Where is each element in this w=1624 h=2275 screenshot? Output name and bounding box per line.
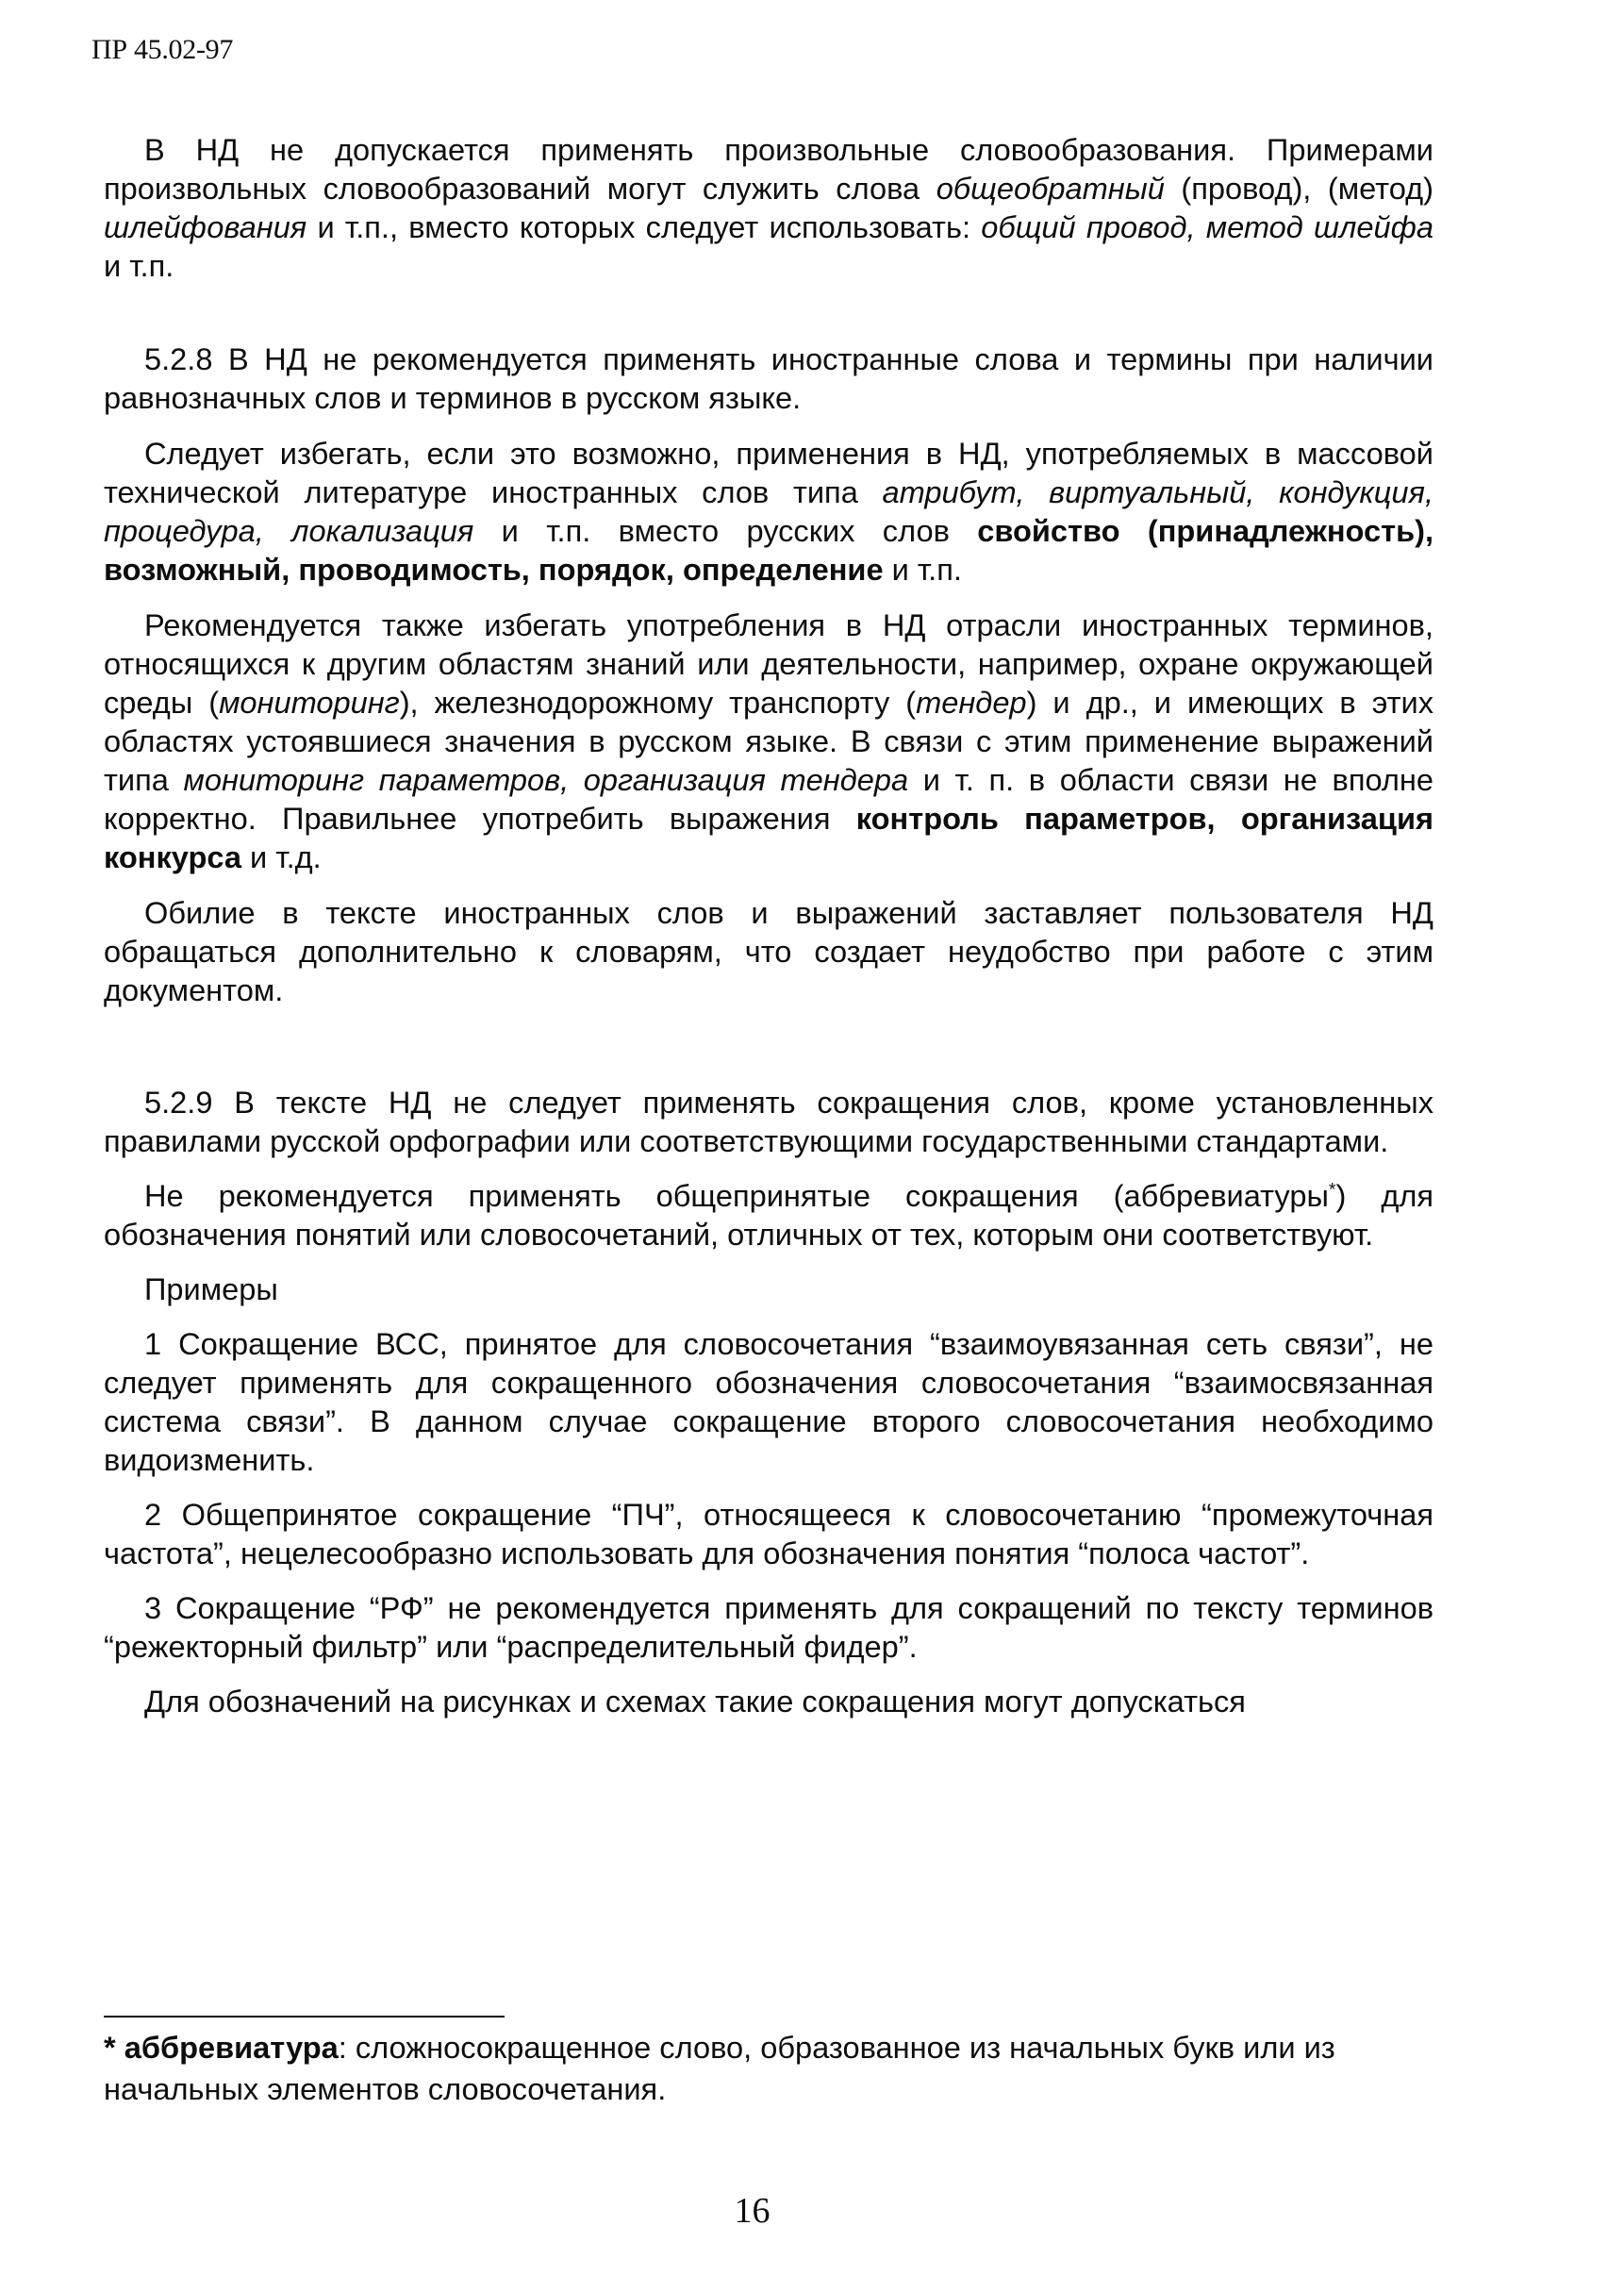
clause-5-2-9 [104,1083,1433,1160]
text-run: и т.п., вместо которых следует использовать: [307,209,982,244]
text-run: ) и др., и имеющих в этих областях устоявшиеся значения в русском языке. В связи с этим применение выражений типа [104,685,1434,797]
text-run: 3 Сокращение “РФ” не рекомендуется применять для сокращений по тексту терминов “режекторный фильтр” или “распределительный фидер”. [104,1590,1433,1664]
text-run: и т. п. в области связи не вполне корректно. Правильнее употребить выражения [104,762,1433,836]
example-1 [104,1324,1433,1479]
paragraph-word-formation [104,130,1433,285]
examples-heading [104,1270,1433,1308]
body-text [104,130,1433,1720]
paragraph-figures-note [104,1682,1433,1720]
paragraph-abundance [104,893,1433,1009]
text-run: 2 Общепринятое сокращение “ПЧ”, относящееся к словосочетанию “промежуточная частота”, нецелесообразно использовать для обозначения понятия “полоса частот”. [104,1497,1433,1570]
text-run: 5.2.8 В НД не рекомендуется применять иностранные слова и термины при наличии равнозначных слов и терминов в русском языке. [104,341,1433,415]
text-run: В НД не допускается применять произвольные словообразования. Примерами произвольных словообразований могут служить слова [104,132,1433,206]
footnote-text: : сложносокращенное слово, образованное из начальных букв или из начальных элементов словосочетания. [104,2030,1335,2106]
text-run: и т.п. [104,248,174,283]
clause-5-2-8 [104,340,1433,417]
footnote [104,2027,1433,2110]
text-run: Примеры [144,1271,278,1306]
text-run: 5.2.9 В тексте НД не следует применять сокращения слов, кроме установленных правилами русской орфографии или соответствующими государственными стандартами. [104,1085,1433,1158]
text-run: и т.п. [883,552,962,587]
italic-term: общеобратный [936,171,1165,206]
paragraph-foreign-terms [104,606,1433,876]
page-number: 16 [734,2191,771,2231]
text-run: 1 Сокращение ВСС, принятое для словосочетания “взаимоувязанная сеть связи”, не следует применять для сокращенного обозначения словосочетания “взаимосвязанная система связи”. В данном случае сокращение второго словосочетания необходимо видоизменить. [104,1326,1433,1477]
document-code-header: ПР 45.02-97 [91,34,234,65]
text-run: Следует избегать, если это возможно, применения в НД, употребляемых в массовой технической литературе иностранных слов типа [104,436,1433,509]
italic-term: тендер [916,685,1027,720]
footnote-separator [104,2016,505,2018]
text-run: Не рекомендуется применять общепринятые сокращения (аббревиатуры [144,1178,1329,1213]
italic-term: общий провод, метод шлейфа [981,209,1433,244]
text-run: ) для обозначения понятий или словосочетаний, отличных от тех, которым они соответствуют. [104,1178,1433,1252]
text-run: и т.п. вместо русских слов [473,513,978,548]
bold-term: контроль параметров, организация конкурса [104,801,1433,874]
text-run: ), железнодорожному транспорту ( [399,685,917,720]
text-run: Рекомендуется также избегать употребления в НД отрасли иностранных терминов, относящихся к другим областям знаний или деятельности, например, охране окружающей среды ( [104,607,1433,720]
example-3 [104,1588,1433,1666]
example-2 [104,1495,1433,1572]
italic-term: мониторинг [219,685,400,720]
footnote-marker: * [104,2030,116,2065]
bold-term: свойство (принадлежность), возможный, проводимость, порядок, определение [104,513,1433,587]
italic-term: атрибут, виртуальный, кондукция, процедура, локализация [104,474,1434,548]
footnote-term: аббревиатура [124,2030,339,2065]
text-run: Для обозначений на рисунках и схемах такие сокращения могут допускаться [144,1684,1246,1719]
footnote-marker: * [1328,1179,1336,1201]
text-run: Обилие в тексте иностранных слов и выражений заставляет пользователя НД обращаться дополнительно к словарям, что создает неудобство при работе с этим документом. [104,895,1433,1007]
italic-term: шлейфования [104,209,307,244]
paragraph-foreign-words [104,434,1433,589]
text-run: и т.д. [240,839,322,874]
italic-term: мониторинг параметров, организация тендера [183,762,909,797]
text-run: (провод), (метод) [1164,171,1433,206]
paragraph-abbreviations [104,1176,1433,1254]
